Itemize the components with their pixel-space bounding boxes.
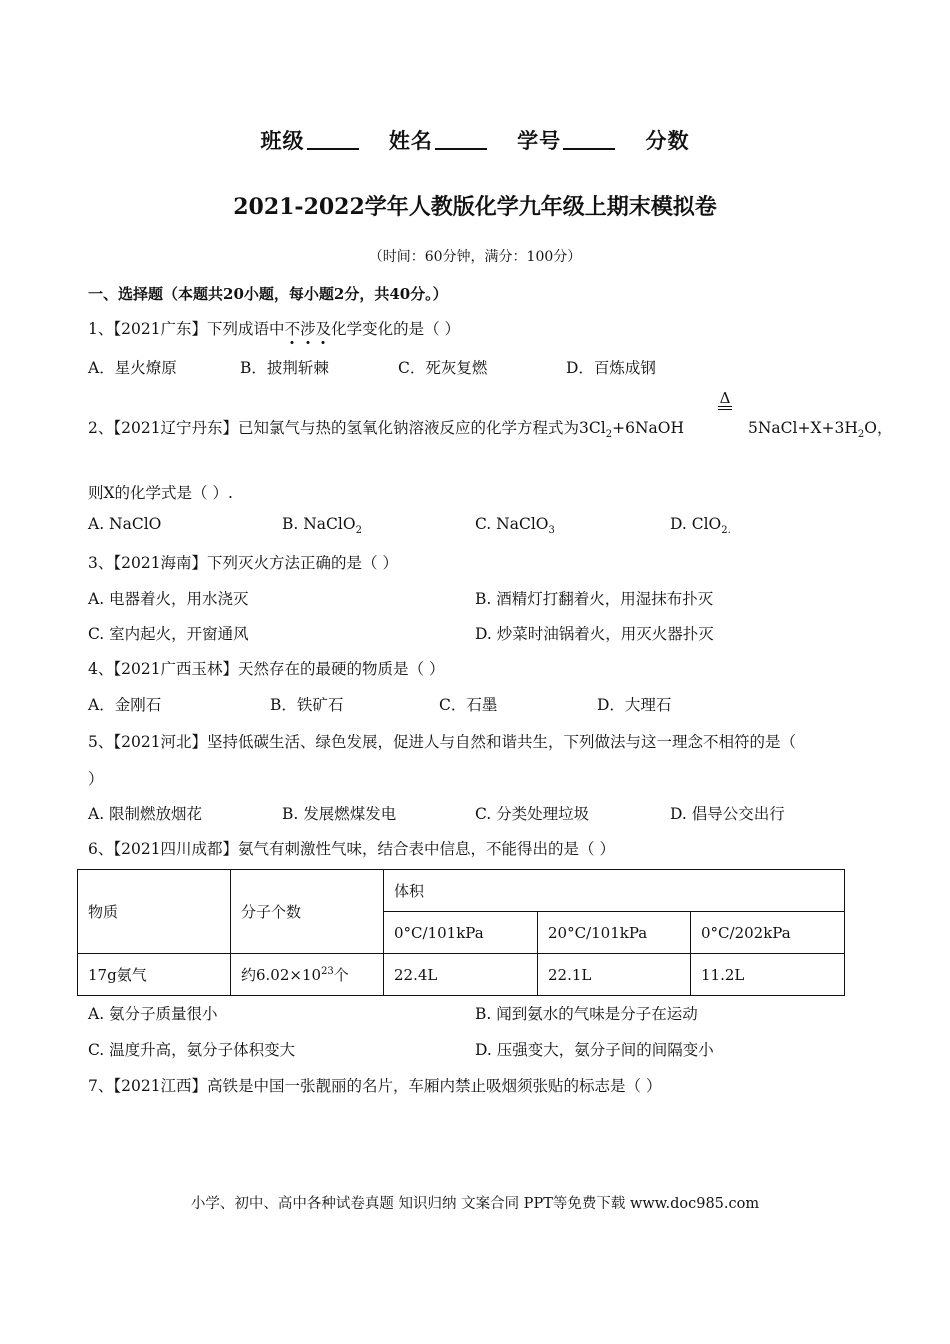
mol-post: 个 [333, 966, 349, 984]
q1-emph-2: 涉 [300, 320, 316, 338]
q4-option-d[interactable]: D．大理石 [597, 696, 672, 714]
q5-option-b[interactable]: B. 发展燃煤发电 [282, 805, 397, 823]
class-blank[interactable] [307, 128, 359, 150]
q2-right-text: 5NaCl+X+3H [748, 419, 858, 437]
q4-option-b[interactable]: B．铁矿石 [270, 696, 344, 714]
q2-option-b[interactable] [282, 515, 362, 536]
q3-option-d[interactable]: D. 炒菜时油锅着火，用灭火器扑灭 [475, 625, 714, 643]
table-row [78, 954, 845, 996]
table-cell-v1: 22.4L [384, 954, 538, 996]
table-cell-substance: 17g氨气 [78, 954, 231, 996]
q1-option-a[interactable]: A．星火燎原 [88, 359, 177, 377]
q1-emph-3: 及 [315, 320, 332, 338]
q6-option-b[interactable]: B. 闻到氨水的气味是分子在运动 [475, 1005, 698, 1023]
q2-option-c[interactable] [475, 515, 555, 536]
table-cond-1: 0°C/101kPa [384, 912, 538, 954]
q1-option-c[interactable]: C．死灰复燃 [398, 359, 488, 377]
q2-option-d[interactable] [670, 515, 731, 536]
q5-option-d[interactable]: D. 倡导公交出行 [670, 805, 785, 823]
score-label: 分数 [645, 128, 690, 153]
student-info-header [0, 125, 950, 155]
table-cell-v2: 22.1L [538, 954, 691, 996]
q2-mid: +6NaOH [612, 419, 685, 437]
section-heading: 一、选择题（本题共20小题，每小题2分，共40分。） [88, 285, 448, 303]
table-header-substance: 物质 [78, 870, 231, 954]
name-label: 姓名 [388, 128, 433, 153]
q1-suffix: 化学变化的是（ ） [331, 320, 461, 338]
q3-option-a[interactable]: A. 电器着火，用水浇灭 [88, 590, 249, 608]
data-table [77, 869, 845, 996]
q2-option-c-sub: 3 [548, 525, 555, 537]
q2-sub2: 2 [857, 429, 865, 441]
question-7: 7、【2021江西】高铁是中国一张靓丽的名片，车厢内禁止吸烟须张贴的标志是（ ） [88, 1077, 662, 1095]
q2-option-a[interactable]: A. NaClO [88, 515, 162, 533]
table-header-volume: 体积 [384, 870, 845, 912]
table-cond-2: 20°C/101kPa [538, 912, 691, 954]
q4-option-c[interactable]: C．石墨 [439, 696, 498, 714]
q5-cont: ） [88, 770, 104, 788]
q1-emph-1: 不 [284, 320, 301, 338]
question-6: 6、【2021四川成都】氨气有刺激性气味，结合表中信息，不能得出的是（ ） [88, 840, 615, 858]
q3-option-b[interactable]: B. 酒精灯打翻着火，用湿抹布扑灭 [475, 590, 714, 608]
q5-option-a[interactable]: A. 限制燃放烟花 [88, 805, 203, 823]
table-cell-molecules [231, 954, 384, 996]
q2-option-b-text: B. NaClO [282, 515, 356, 533]
number-blank[interactable] [563, 128, 615, 150]
mol-exp: 23 [321, 966, 334, 977]
table-cell-v3: 11.2L [691, 954, 845, 996]
q5-option-c[interactable]: C. 分类处理垃圾 [475, 805, 590, 823]
table-cond-3: 0°C/202kPa [691, 912, 845, 954]
q3-option-c[interactable]: C. 室内起火，开窗通风 [88, 625, 249, 643]
q1-option-b[interactable]: B．披荆斩棘 [240, 359, 329, 377]
question-2 [88, 416, 684, 440]
number-label: 学号 [517, 128, 562, 153]
name-blank[interactable] [435, 128, 487, 150]
exam-title: 2021-2022学年人教版化学九年级上期末模拟卷 [233, 194, 717, 220]
footer-text: 小学、初中、高中各种试卷真题 知识归纳 文案合同 PPT等免费下载 www.doc985.com [190, 1196, 760, 1212]
heat-condition-icon: Δ [719, 389, 731, 407]
mol-pre: 约6.02×10 [241, 966, 322, 984]
q2-option-c-text: C. NaClO [475, 515, 549, 533]
q2-sub1: 2 [605, 429, 613, 441]
reaction-condition [718, 391, 732, 410]
q6-option-c[interactable]: C. 温度升高，氨分子体积变大 [88, 1041, 296, 1059]
q2-line2: 则X的化学式是（ ）. [88, 484, 233, 502]
q2-prefix: 2、【2021辽宁丹东】已知氯气与热的氢氧化钠溶液反应的化学方程式为3Cl [88, 419, 606, 437]
q1-option-d[interactable]: D．百炼成钢 [566, 359, 656, 377]
q2-option-b-sub: 2 [355, 525, 362, 537]
time-info: （时间：60分钟，满分：100分） [368, 249, 582, 265]
class-label: 班级 [260, 128, 305, 153]
q2-option-d-text: D. ClO [670, 515, 722, 533]
question-3: 3、【2021海南】下列灭火方法正确的是（ ） [88, 554, 398, 572]
q6-option-a[interactable]: A. 氨分子质量很小 [88, 1005, 218, 1023]
q1-prefix: 1、【2021广东】下列成语中 [88, 320, 285, 338]
question-5: 5、【2021河北】坚持低碳生活、绿色发展，促进人与自然和谐共生，下列做法与这一理念不相符的是（ [88, 733, 797, 751]
question-4: 4、【2021广西玉林】天然存在的最硬的物质是（ ） [88, 660, 445, 678]
question-1 [88, 317, 460, 339]
q2-option-d-sub: 2. [721, 525, 731, 537]
table-header-molecules: 分子个数 [231, 870, 384, 954]
q2-right [748, 416, 892, 440]
q6-option-d[interactable]: D. 压强变大，氨分子间的间隔变小 [475, 1041, 714, 1059]
q4-option-a[interactable]: A．金刚石 [88, 696, 162, 714]
q2-end: O， [864, 419, 893, 437]
